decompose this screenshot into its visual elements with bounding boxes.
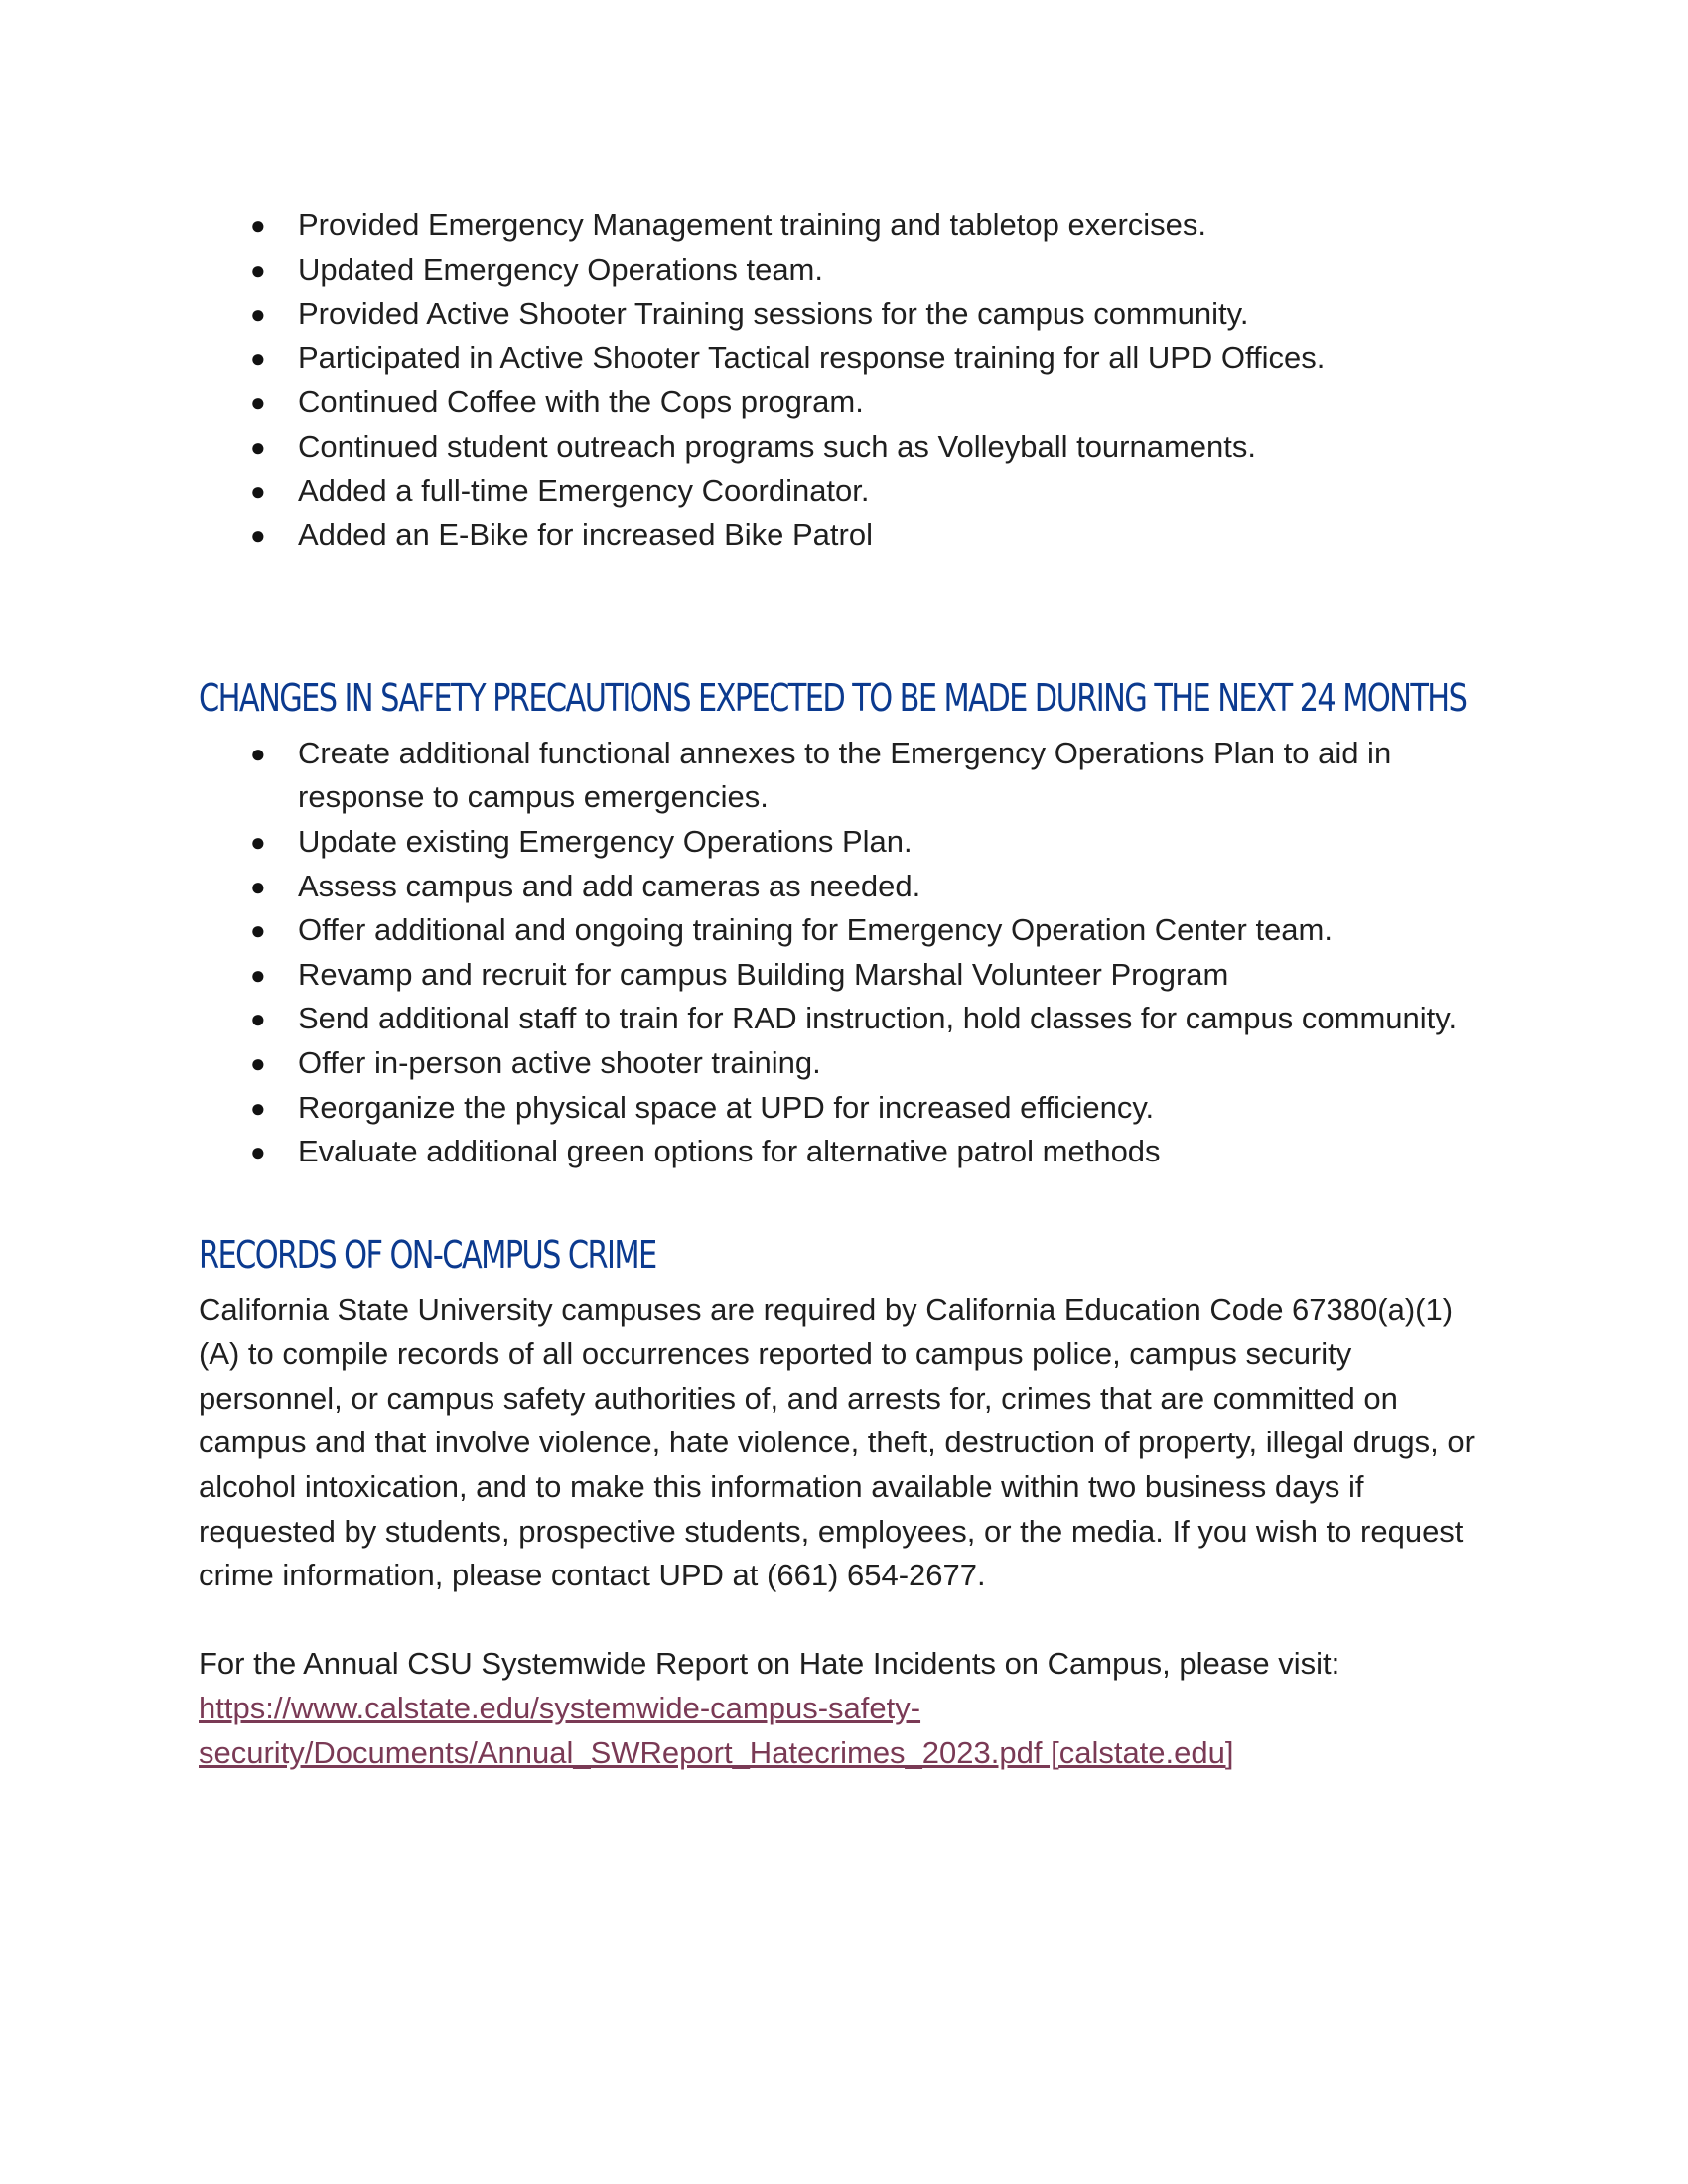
list-item: ● Added a full-time Emergency Coordinator.	[199, 470, 1489, 514]
hate-report-link-line1[interactable]: https://www.calstate.edu/systemwide-campus-safety-	[199, 1691, 921, 1726]
bullet-icon: ●	[250, 826, 266, 857]
bullet-icon: ●	[250, 520, 266, 551]
list-item: ● Provided Active Shooter Training sessions for the campus community.	[199, 292, 1489, 337]
list-item: ● Added an E-Bike for increased Bike Patrol	[199, 513, 1489, 558]
list-item: ● Reorganize the physical space at UPD for increased efficiency.	[199, 1086, 1489, 1131]
hate-report-intro: For the Annual CSU Systemwide Report on Hate Incidents on Campus, please visit:	[199, 1646, 1340, 1682]
hate-report-link[interactable]	[199, 1687, 1489, 1775]
list-item: ● Evaluate additional green options for alternative patrol methods	[199, 1130, 1489, 1174]
list-item: ● Continued Coffee with the Cops program.	[199, 380, 1489, 425]
bullet-icon: ●	[250, 871, 266, 901]
list-item: ● Send additional staff to train for RAD instruction, hold classes for campus community.	[199, 997, 1489, 1041]
list-item: ● Create additional functional annexes to the Emergency Operations Plan to aid in response to campus emergencies.	[199, 732, 1489, 820]
records-section-heading: RECORDS OF ON-CAMPUS CRIME	[199, 1232, 656, 1277]
list-item: ● Offer in-person active shooter training.	[199, 1041, 1489, 1086]
changes-section-heading: CHANGES IN SAFETY PRECAUTIONS EXPECTED TO BE MADE DURING THE NEXT 24 MONTHS	[199, 675, 1467, 720]
bullet-icon: ●	[250, 959, 266, 990]
bullet-icon: ●	[250, 1004, 266, 1034]
list-item: ● Assess campus and add cameras as needed.	[199, 865, 1489, 909]
list-item: ● Offer additional and ongoing training for Emergency Operation Center team.	[199, 908, 1489, 953]
bullet-icon: ●	[250, 299, 266, 330]
recent-accomplishments-list	[199, 204, 1489, 558]
bullet-icon: ●	[250, 915, 266, 946]
bullet-icon: ●	[250, 431, 266, 462]
bullet-icon: ●	[250, 738, 266, 768]
planned-changes-list	[199, 732, 1489, 1174]
bullet-icon: ●	[250, 387, 266, 418]
bullet-icon: ●	[250, 254, 266, 285]
list-item: ● Update existing Emergency Operations Plan.	[199, 820, 1489, 865]
list-item: ● Provided Emergency Management training and tabletop exercises.	[199, 204, 1489, 248]
page-content	[199, 204, 1489, 1775]
bullet-icon: ●	[250, 1137, 266, 1167]
list-item: ● Updated Emergency Operations team.	[199, 248, 1489, 293]
bullet-icon: ●	[250, 342, 266, 373]
list-item: ● Participated in Active Shooter Tactical response training for all UPD Offices.	[199, 337, 1489, 381]
hate-report-link-line2[interactable]: security/Documents/Annual_SWReport_Hatecrimes_2023.pdf [calstate.edu]	[199, 1734, 1234, 1770]
bullet-icon: ●	[250, 1092, 266, 1123]
bullet-icon: ●	[250, 476, 266, 506]
list-item: ● Revamp and recruit for campus Building Marshal Volunteer Program	[199, 953, 1489, 998]
bullet-icon: ●	[250, 1047, 266, 1078]
bullet-icon: ●	[250, 210, 266, 240]
records-paragraph: California State University campuses are required by California Education Code 67380(a)(1)(A) to compile records of all occurrences reported to campus police, campus security personnel, or campus safety authorities of, and arrests for, crimes that are committed on campus and that involve violence, hate violence, theft, destruction of property, illegal drugs, or alcohol intoxication, and to make this information available within two business days if requested by students, prospective students, employees, or the media. If you wish to request crime information, please contact UPD at (661) 654-2677.	[199, 1292, 1475, 1593]
list-item: ● Continued student outreach programs such as Volleyball tournaments.	[199, 425, 1489, 470]
